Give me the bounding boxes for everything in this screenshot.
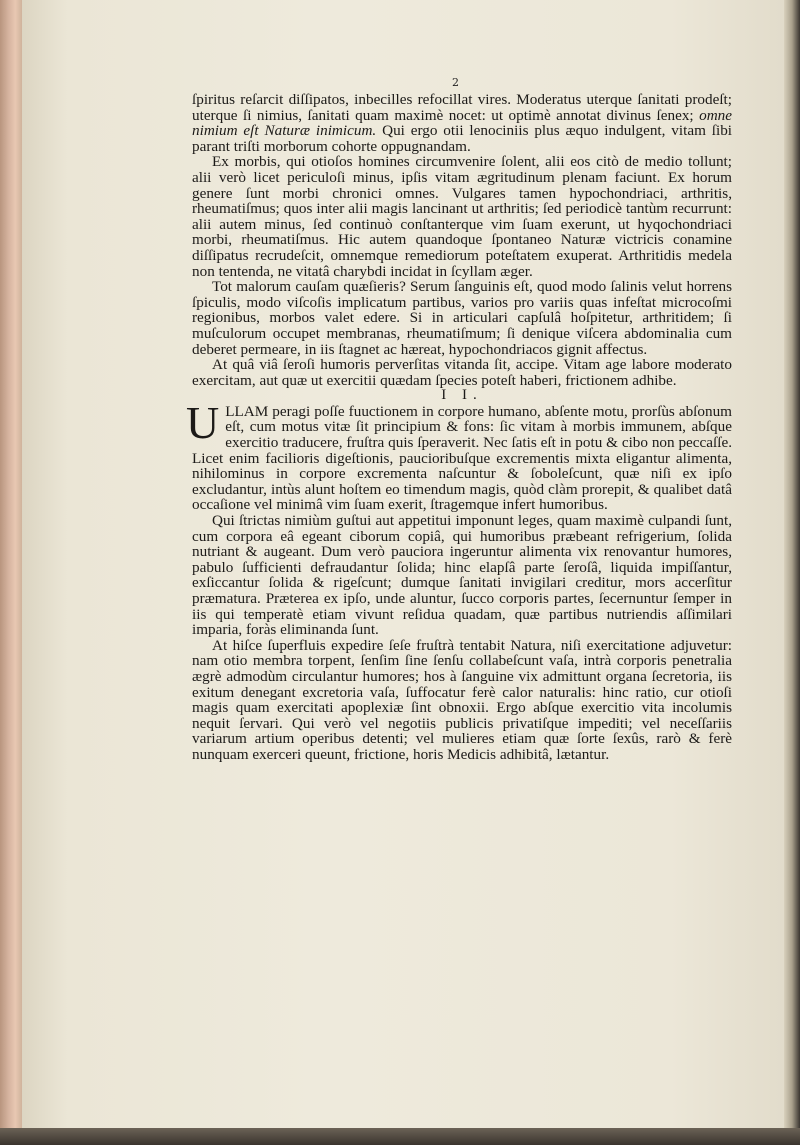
drop-cap: U — [186, 396, 220, 448]
italic-quote: omne nimium eſt Naturæ inimicum. — [192, 106, 732, 140]
paragraph: ULLAM peragi poſſe fuuctionem in corpore humano, abſente motu, prorſùs abſonum eſt, cum motus vitæ ſit principium & fons: ſic vitam à morbis immunem, abſque exercitio traducere, fruſtra quis ſperaverit. Nec ſatis eſt in potu & cibo non peccaſſe. Licet enim facilioris digeſtionis, paucioribuſque excrementis mixta eligantur alimenta, nihilominus in corpore excrementa naſcuntur & ſoboleſcunt, quæ niſi ex ipſo excludantur, intùs alunt hoſtem eo timendum magis, quòd clàm prorepit, & qualibet datâ occaſione vel minimâ vim ſuam exerit, ſtragemque infert humoribus. — [186, 396, 732, 514]
left-page-edge — [0, 0, 22, 1145]
section-heading: I I. — [441, 387, 483, 404]
paragraph: At quâ viâ ſeroſi humoris perverſitas vitanda ſit, accipe. Vitam age labore moderato exercitam, aut quæ ut exercitii quædam ſpecies poteſt haberi, frictionem adhibe. — [192, 356, 732, 389]
page-text — [186, 91, 733, 763]
bottom-page-edge — [0, 1128, 800, 1145]
paragraph: Qui ſtrictas nimiùm guſtui aut appetitui imponunt leges, quam maximè culpandi ſunt, cum corpora eâ egeant ciborum copiâ, qui humoribus præbeant refrigerium, ſolida nutriant & augeant. Dum verò pauciora ingeruntur alimenta vix renovantur humores, pabulo ſufficienti defraudantur ſolida; hinc elapſâ parte ſeroſâ, liquida impiſſantur, exſiccantur ſolida & rigeſcunt; dumque ſanitati invigilari creditur, mors accerſitur præmatura. Præterea ex ipſo, unde aluntur, ſucco corporis partes, ſecernuntur ſemper in iis qui temperatè etiam vivunt reſidua quadam, quæ partibus nutriendis aſſimilari imparia, foràs eliminanda ſunt. — [192, 512, 732, 639]
paragraph: At hiſce ſuperfluis expedire ſeſe fruſtrà tentabit Natura, niſi exercitatione adjuvetur: nam otio membra torpent, ſenſim ſine ſenſu collabeſcunt vaſa, intrà corporis penetralia ægrè admodùm circulantur humores; hos à ſanguine vix admittunt organa ſecretoria, iis exitum denegant excretoria vaſa, ſuffocatur ferè calor naturalis: hinc ratio, cur otioſi magis quam exercitati apoplexiæ ſint obnoxii. Ergo abſque exercitio vita incolumis nequit ſervari. Qui verò vel negotiis publicis privatiſque impediti; vel neceſſariis variarum artium operibus detenti; vel mulieres etiam quæ ſorte ſexûs, rarò & ferè nunquam exerceri queunt, frictione, horis Medicis adhibitâ, lætantur. — [192, 636, 732, 763]
paragraph: Tot malorum cauſam quæſieris? Serum ſanguinis eſt, quod modo ſalinis velut horrens ſpiculis, modo viſcoſis implicatum partibus, varios pro variis quas infeſtat microcoſmi regionibus, morbos valet edere. Si in articulari capſulâ hoſpitetur, arthritidem; ſi muſculorum occupet membranas, rheumatiſmum; ſi denique viſcera abdominalia cum deberet permeare, in iis ſtagnet ac hæreat, hypochondriacos gignit affectus. — [192, 278, 732, 358]
paragraph: ſpiritus reſarcit diſſipatos, inbecilles refocillat vires. Moderatus uterque ſanitati prodeſt; uterque ſi nimius, ſanitati quam maximè nocet: ut optimè annotat divinus ſenex; omne nimium eſt Naturæ inimicum. Qui ergo otii lenociniis plus æquo indulgent, vitam ſibi parant triſti morborum cohorte oppugnandam. — [192, 91, 733, 155]
page-number: 2 — [452, 76, 459, 89]
paragraph: Ex morbis, qui otioſos homines circumvenire ſolent, alii eos citò de medio tollunt; alii verò licet periculoſi minus, ipſis vitam ægritudinum plenam faciunt. Ex horum genere ſunt morbi chronici omnes. Vulgares tamen hypochondriaci, arthritis, rheumatiſmus; quos inter alii magis lancinant ut arthritis; ſed periodicè tantùm recurrunt: alii autem minus, ſed continuò conſtanterque vim ſuam exerunt, ut hyqochondriaci morbi, rheumatiſmus. Hic autem quandoque ſpontaneo Naturæ victricis conamine diſſipatus recrudeſcit, omnemque remediorum poteſtatem exuperat. Arthritidis medela non tentenda, ne vitatâ charybdi incidat in ſcyllam æger. — [192, 153, 732, 280]
right-page-edge — [784, 0, 800, 1145]
